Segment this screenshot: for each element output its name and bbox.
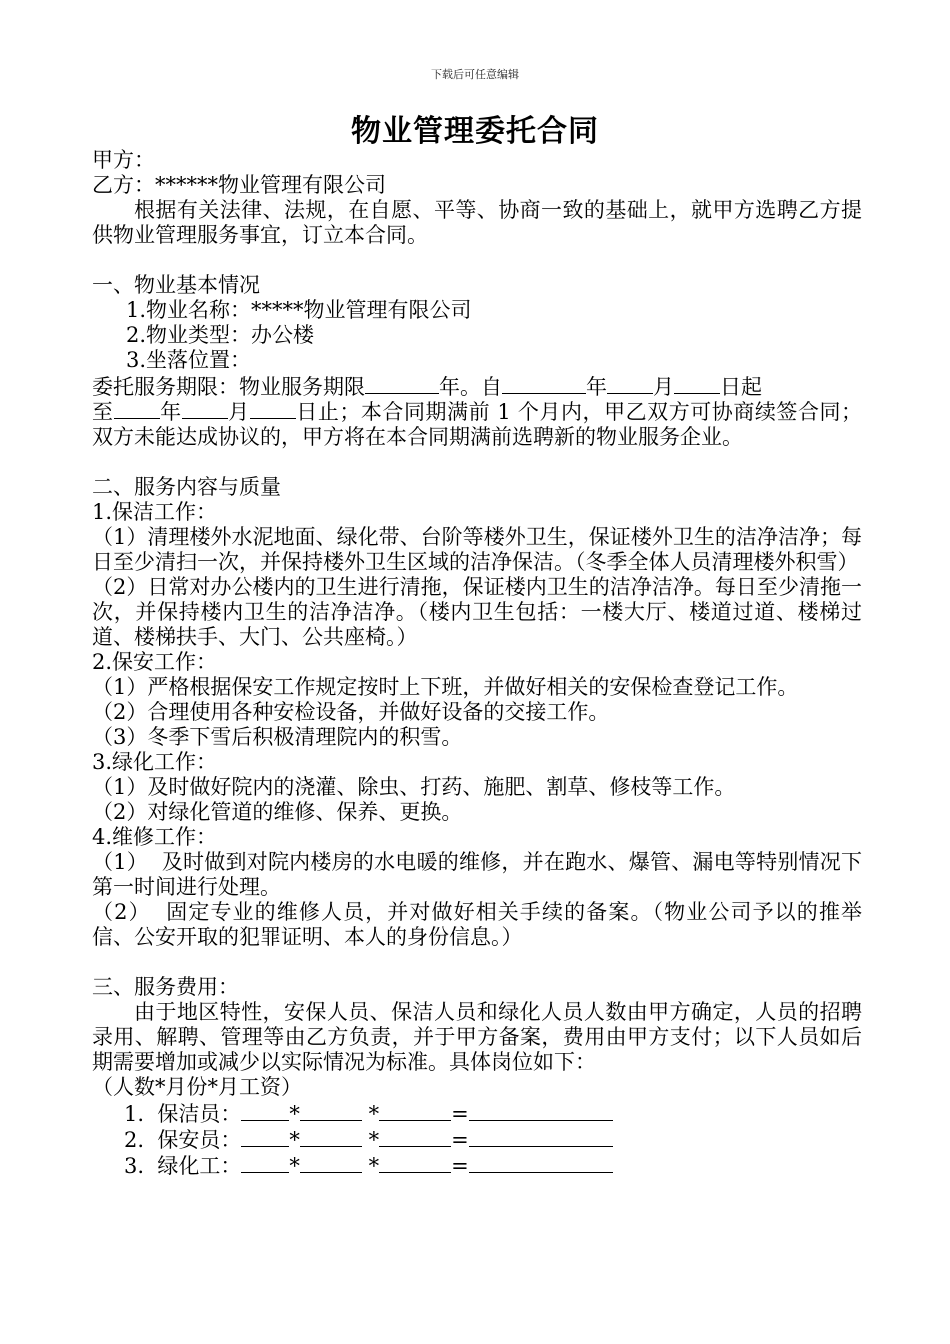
party-a: 甲方： xyxy=(92,148,155,172)
fee-row-num: 3. xyxy=(124,1154,145,1178)
security-title: 2.保安工作： xyxy=(92,650,218,674)
term-line xyxy=(92,373,862,398)
star: * xyxy=(289,1128,300,1152)
spacer xyxy=(92,248,862,273)
months-blank xyxy=(300,1126,362,1147)
spacer xyxy=(92,950,862,975)
section1-heading: 一、物业基本情况 xyxy=(92,273,260,297)
term-text-c: 年 xyxy=(586,375,607,399)
preamble: 根据有关法律、法规，在自愿、平等、协商一致的基础上，就甲方选聘乙方提供物业管理服务事宜，订立本合同。 xyxy=(92,198,862,247)
star: * xyxy=(289,1154,300,1178)
term-text-g: 年 xyxy=(159,400,182,424)
star: * xyxy=(289,1102,300,1126)
fee-paragraph: 由于地区特性，安保人员、保洁人员和绿化人员人数由甲方确定，人员的招聘录用、解聘、管理等由乙方负责，并于甲方备案，费用由甲方支付；以下人员如后期需要增加或减少以实际情况为标准。具体岗位如下： xyxy=(92,1000,862,1074)
fee-row-label: 绿化工： xyxy=(157,1154,242,1178)
term-end xyxy=(92,398,862,450)
fee-row-label: 保洁员： xyxy=(157,1102,242,1126)
fee-row xyxy=(124,1126,862,1152)
contract-body xyxy=(92,148,862,1178)
fee-row-num: 1. xyxy=(124,1102,145,1126)
term-text-a: 委托服务期限：物业服务期限 xyxy=(92,375,365,399)
fee-row xyxy=(124,1100,862,1126)
count-blank xyxy=(241,1152,289,1173)
equals: = xyxy=(451,1154,469,1178)
term-text-i: 日止；本合同期满前 1 个月内，甲乙双方可协商续签合同；双方未能达成协议的，甲方将在本合同期满前选聘新的物业服务企业。 xyxy=(92,400,863,449)
repair-title: 4.维修工作： xyxy=(92,825,218,849)
security-item-2: （2）合理使用各种安检设备，并做好设备的交接工作。 xyxy=(92,700,610,724)
property-location: 3.坐落位置： xyxy=(126,348,252,372)
green-item-2: （2）对绿化管道的维修、保养、更换。 xyxy=(92,800,463,824)
cleaning-item-2: （2）日常对办公楼内的卫生进行清拖，保证楼内卫生的洁净洁净。每日至少清拖一次，并保持楼内卫生的洁净洁净。（楼内卫生包括：一楼大厅、楼道过道、楼梯过道、楼梯扶手、大门、公共座椅。） xyxy=(92,575,862,649)
star: * xyxy=(368,1154,380,1178)
green-title: 3.绿化工作： xyxy=(92,750,218,774)
fee-row xyxy=(124,1152,862,1178)
star: * xyxy=(368,1102,380,1126)
cleaning-item-1: （1）清理楼外水泥地面、绿化带、台阶等楼外卫生，保证楼外卫生的洁净洁净；每日至少清扫一次，并保持楼外卫生区域的洁净保洁。（冬季全体人员清理楼外积雪） xyxy=(92,525,862,574)
months-blank xyxy=(300,1100,362,1121)
property-name: 1.物业名称：*****物业管理有限公司 xyxy=(126,298,472,322)
spacer xyxy=(92,450,862,475)
end-day-blank xyxy=(250,398,296,419)
total-blank xyxy=(469,1126,613,1147)
fee-table xyxy=(124,1100,862,1178)
equals: = xyxy=(451,1102,469,1126)
equals: = xyxy=(451,1128,469,1152)
star: * xyxy=(368,1128,380,1152)
cleaning-title: 1.保洁工作： xyxy=(92,500,218,524)
term-text-d: 月 xyxy=(653,375,674,399)
count-blank xyxy=(241,1100,289,1121)
section3-heading: 三、服务费用： xyxy=(92,975,239,999)
fee-row-label: 保安员： xyxy=(157,1128,242,1152)
start-day-blank xyxy=(674,373,720,394)
security-item-1: （1）严格根据保安工作规定按时上下班，并做好相关的安保检查登记工作。 xyxy=(92,675,799,699)
salary-blank xyxy=(379,1100,451,1121)
security-item-3: （3）冬季下雪后积极清理院内的积雪。 xyxy=(92,725,463,749)
document-title: 物业管理委托合同 xyxy=(351,114,599,149)
term-text-b: 年。自 xyxy=(439,375,502,399)
fee-formula: （人数*月份*月工资） xyxy=(92,1075,302,1099)
green-item-1: （1）及时做好院内的浇灌、除虫、打药、施肥、割草、修枝等工作。 xyxy=(92,775,736,799)
end-year-blank xyxy=(114,398,160,419)
start-month-blank xyxy=(607,373,653,394)
total-blank xyxy=(469,1100,613,1121)
property-type: 2.物业类型：办公楼 xyxy=(126,323,315,347)
term-text-e: 日起 xyxy=(720,375,762,399)
end-month-blank xyxy=(182,398,228,419)
fee-row-num: 2. xyxy=(124,1128,145,1152)
repair-item-2: （2） 固定专业的维修人员，并对做好相关手续的备案。（物业公司予以的推举信、公安开取的犯罪证明、本人的身份信息。） xyxy=(92,900,862,949)
salary-blank xyxy=(379,1152,451,1173)
term-text-f: 至 xyxy=(92,400,114,424)
term-text-h: 月 xyxy=(227,400,250,424)
header-note: 下载后可任意编辑 xyxy=(431,68,519,81)
term-years-blank xyxy=(365,373,439,394)
count-blank xyxy=(241,1126,289,1147)
section2-heading: 二、服务内容与质量 xyxy=(92,475,281,499)
repair-item-1: （1） 及时做到对院内楼房的水电暖的维修，并在跑水、爆管、漏电等特别情况下第一时间进行处理。 xyxy=(92,850,862,899)
start-year-blank xyxy=(502,373,586,394)
salary-blank xyxy=(379,1126,451,1147)
months-blank xyxy=(300,1152,362,1173)
party-b: 乙方：******物业管理有限公司 xyxy=(92,173,386,197)
total-blank xyxy=(469,1152,613,1173)
